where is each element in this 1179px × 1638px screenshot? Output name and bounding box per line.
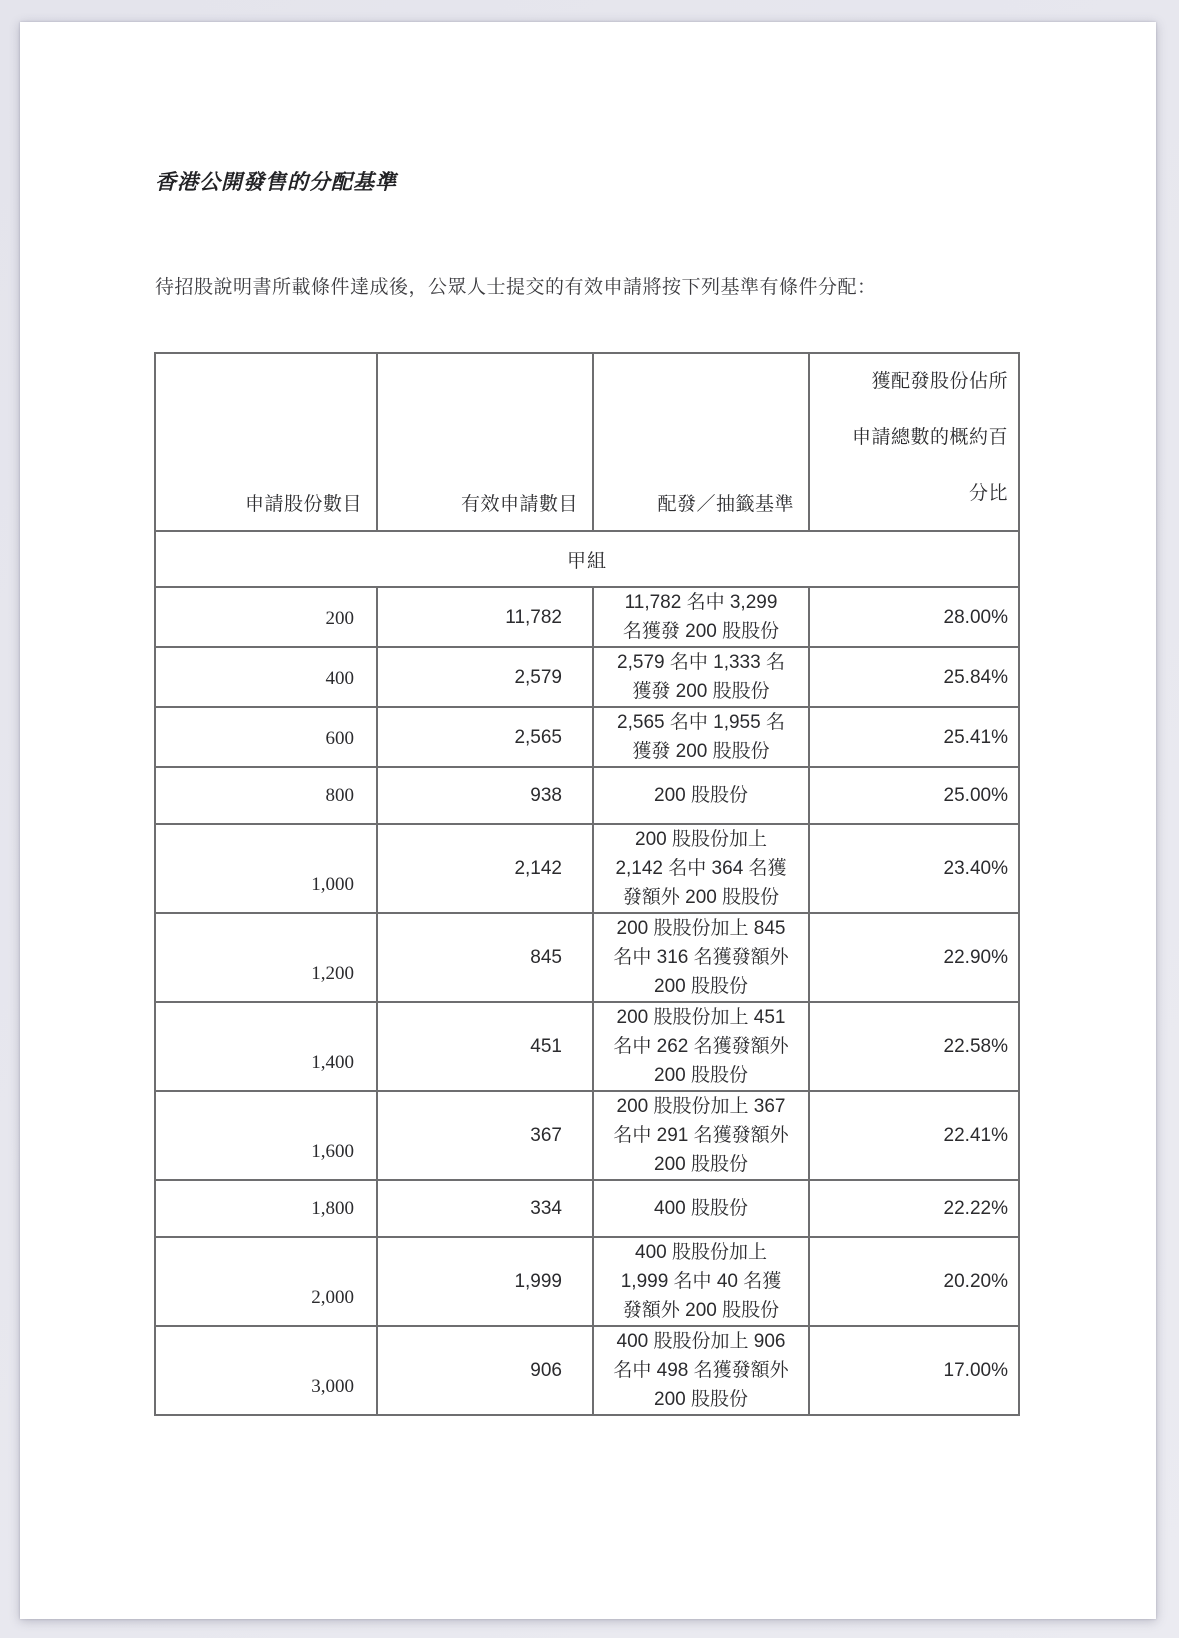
page-title: 香港公開發售的分配基準 (155, 170, 397, 194)
valid-applications-cell: 845 (377, 913, 593, 1002)
table-row (155, 1326, 1019, 1415)
allocation-basis-cell (593, 767, 809, 824)
percentage-cell: 25.00% (809, 767, 1019, 824)
shares-applied-cell: 1,000 (155, 824, 377, 913)
allocation-basis-cell (593, 1091, 809, 1180)
allocation-basis-cell (593, 647, 809, 707)
col-header-valid-applications: 有效申請數目 (377, 353, 593, 531)
table-row (155, 1091, 1019, 1180)
percentage-cell: 25.84% (809, 647, 1019, 707)
allocation-basis-line: 400 股股份加上 906 (616, 1331, 786, 1352)
table-row (155, 1002, 1019, 1091)
valid-applications-cell: 938 (377, 767, 593, 824)
col-header-percentage-line-2: 申請總數的概約百 (851, 427, 1008, 448)
shares-applied-cell: 600 (155, 707, 377, 767)
percentage-cell: 28.00% (809, 587, 1019, 647)
allocation-basis-line: 名中 291 名獲發額外 (613, 1125, 789, 1146)
allocation-basis-line: 名獲發 200 股股份 (622, 621, 780, 642)
shares-applied-cell: 800 (155, 767, 377, 824)
allocation-basis-line: 名中 498 名獲發額外 (613, 1360, 789, 1381)
shares-applied-cell: 400 (155, 647, 377, 707)
allocation-basis-line: 獲發 200 股股份 (632, 741, 770, 762)
valid-applications-cell: 334 (377, 1180, 593, 1237)
valid-applications-cell: 11,782 (377, 587, 593, 647)
shares-applied-cell: 1,400 (155, 1002, 377, 1091)
allocation-basis-cell (593, 824, 809, 913)
group-row (155, 531, 1019, 587)
table-row (155, 1237, 1019, 1326)
allocation-basis-line: 400 股股份加上 (635, 1242, 767, 1263)
table-row (155, 707, 1019, 767)
shares-applied-cell: 1,800 (155, 1180, 377, 1237)
table-row (155, 587, 1019, 647)
group-label: 甲組 (155, 531, 1019, 587)
allocation-basis-line: 名中 316 名獲發額外 (613, 947, 789, 968)
valid-applications-cell: 2,565 (377, 707, 593, 767)
table-header-row (155, 353, 1019, 531)
allocation-basis-line: 2,579 名中 1,333 名 (617, 652, 785, 673)
allocation-basis-cell (593, 707, 809, 767)
col-header-percentage-line-3: 分比 (968, 483, 1008, 504)
allocation-basis-line: 200 股股份加上 (635, 829, 767, 850)
allocation-basis-cell (593, 1002, 809, 1091)
allocation-basis-cell (593, 1237, 809, 1326)
allocation-basis-line: 200 股股份 (654, 976, 748, 997)
valid-applications-cell: 2,579 (377, 647, 593, 707)
col-header-allocation-basis: 配發／抽籤基準 (593, 353, 809, 531)
valid-applications-cell: 367 (377, 1091, 593, 1180)
shares-applied-cell: 1,200 (155, 913, 377, 1002)
percentage-cell: 22.58% (809, 1002, 1019, 1091)
allocation-basis-line: 200 股股份 (654, 1065, 748, 1086)
allocation-basis-line: 發額外 200 股股份 (622, 1300, 780, 1321)
table-row (155, 913, 1019, 1002)
shares-applied-cell: 200 (155, 587, 377, 647)
allocation-basis-cell (593, 1326, 809, 1415)
allocation-basis-line: 11,782 名中 3,299 (624, 592, 778, 613)
allocation-basis-line: 200 股股份加上 845 (616, 918, 786, 939)
percentage-cell: 22.22% (809, 1180, 1019, 1237)
allocation-basis-line: 2,142 名中 364 名獲 (615, 858, 787, 879)
table-row (155, 767, 1019, 824)
allocation-basis-line: 發額外 200 股股份 (622, 887, 780, 908)
percentage-cell: 25.41% (809, 707, 1019, 767)
allocation-table (154, 352, 1020, 1416)
allocation-basis-cell (593, 913, 809, 1002)
valid-applications-cell: 1,999 (377, 1237, 593, 1326)
valid-applications-cell: 906 (377, 1326, 593, 1415)
shares-applied-cell: 2,000 (155, 1237, 377, 1326)
allocation-basis-cell (593, 587, 809, 647)
col-header-shares-applied: 申請股份數目 (155, 353, 377, 531)
allocation-basis-line: 200 股股份加上 451 (616, 1007, 786, 1028)
col-header-percentage (809, 353, 1019, 531)
intro-paragraph: 待招股說明書所載條件達成後，公眾人士提交的有效申請將按下列基準有條件分配： (155, 277, 877, 298)
allocation-basis-line: 名中 262 名獲發額外 (613, 1036, 789, 1057)
allocation-basis-line: 200 股股份 (654, 1389, 748, 1410)
allocation-basis-line: 2,565 名中 1,955 名 (617, 712, 785, 733)
percentage-cell: 23.40% (809, 824, 1019, 913)
document-page (20, 22, 1156, 1619)
percentage-cell: 22.41% (809, 1091, 1019, 1180)
valid-applications-cell: 2,142 (377, 824, 593, 913)
table-row (155, 824, 1019, 913)
table-row (155, 1180, 1019, 1237)
allocation-basis-line: 200 股股份加上 367 (616, 1096, 786, 1117)
col-header-percentage-line-1: 獲配發股份佔所 (871, 371, 1008, 392)
allocation-basis-line: 200 股股份 (654, 785, 748, 806)
percentage-cell: 17.00% (809, 1326, 1019, 1415)
allocation-basis-line: 1,999 名中 40 名獲 (620, 1271, 782, 1292)
shares-applied-cell: 1,600 (155, 1091, 377, 1180)
percentage-cell: 20.20% (809, 1237, 1019, 1326)
table-row (155, 647, 1019, 707)
allocation-basis-line: 400 股股份 (654, 1198, 748, 1219)
percentage-cell: 22.90% (809, 913, 1019, 1002)
shares-applied-cell: 3,000 (155, 1326, 377, 1415)
allocation-basis-line: 200 股股份 (654, 1154, 748, 1175)
allocation-basis-line: 獲發 200 股股份 (632, 681, 770, 702)
allocation-basis-cell (593, 1180, 809, 1237)
valid-applications-cell: 451 (377, 1002, 593, 1091)
